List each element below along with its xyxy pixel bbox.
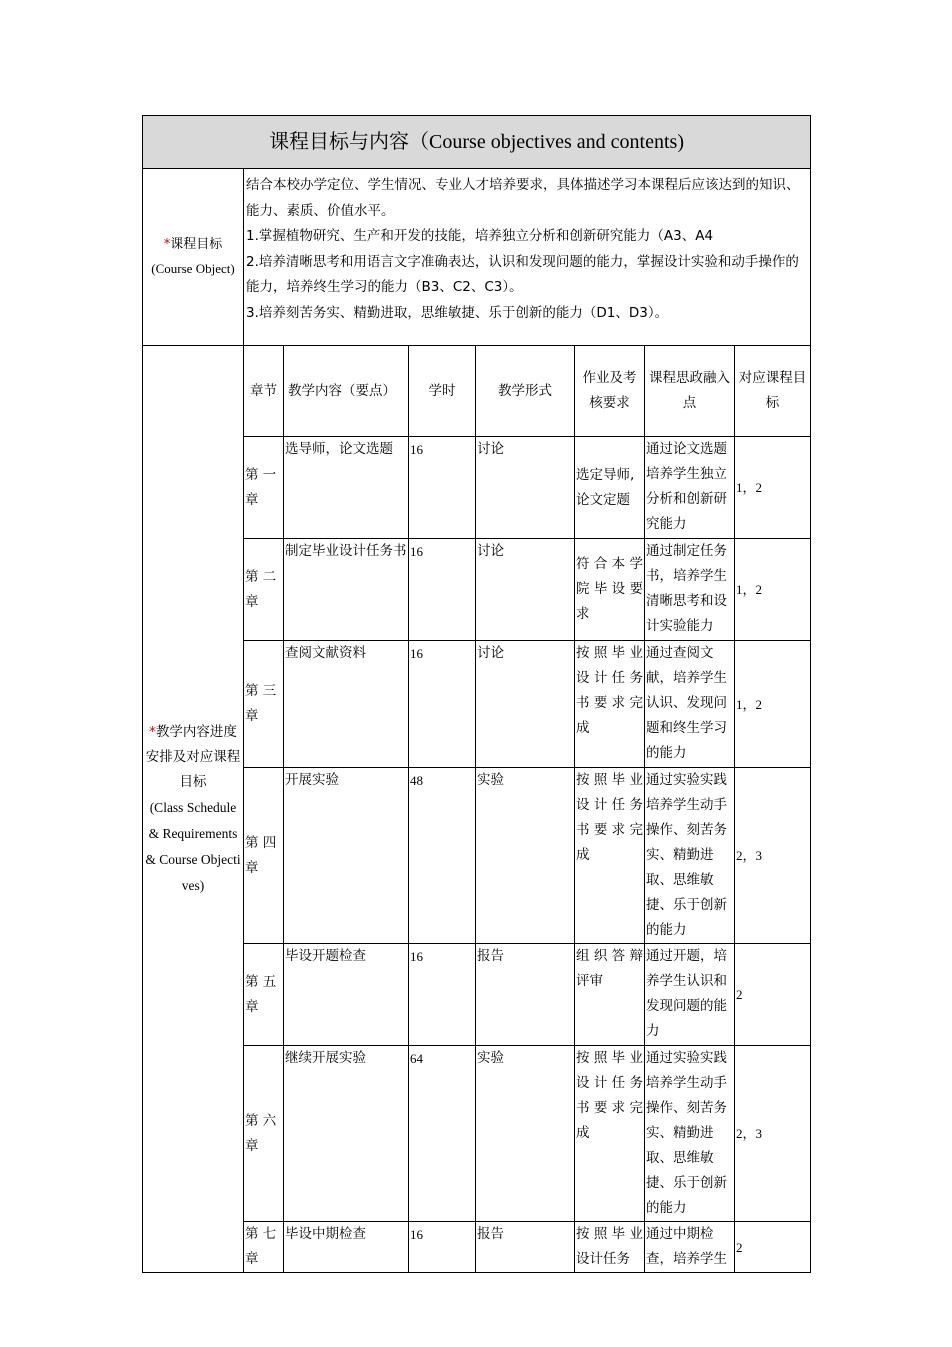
form-cell: 实验 — [476, 1046, 575, 1222]
header-chapter: 章节 — [244, 346, 284, 437]
requirement-cell: 按照毕业设计任务 — [575, 1222, 645, 1273]
hours-cell: 64 — [409, 1046, 476, 1222]
objective-1: 1.掌握植物研究、生产和开发的技能，培养独立分析和创新研究能力（A3、A4 — [246, 228, 714, 244]
content-cell: 继续开展实验 — [284, 1046, 409, 1222]
objectives-label-en: (Course Object) — [151, 260, 235, 276]
requirement-cell: 按照毕业设计任务书要求完成 — [575, 641, 645, 768]
goal-cell: 2，3 — [735, 768, 811, 944]
form-cell: 讨论 — [476, 539, 575, 641]
form-cell: 讨论 — [476, 641, 575, 768]
header-requirement: 作业及考核要求 — [575, 346, 645, 437]
hours-cell: 48 — [409, 768, 476, 944]
chapter-cell: 第 六 章 — [244, 1046, 284, 1222]
table-row — [143, 768, 811, 944]
schedule-label-en: (Class Schedule & Requirements & Course Objectives) — [145, 799, 241, 893]
hours-cell: 16 — [409, 539, 476, 641]
form-cell: 实验 — [476, 768, 575, 944]
table-row — [143, 641, 811, 768]
table-row — [143, 1222, 811, 1273]
requirement-cell: 按照毕业设计任务书要求完成 — [575, 1046, 645, 1222]
form-cell: 报告 — [476, 944, 575, 1046]
chapter-cell: 第 一 章 — [244, 437, 284, 539]
schedule-label-cn: 教学内容进度安排及对应课程目标 — [145, 723, 241, 790]
goal-cell: 1，2 — [735, 437, 811, 539]
hours-cell: 16 — [409, 944, 476, 1046]
content-cell: 毕设中期检查 — [284, 1222, 409, 1273]
table-row — [143, 437, 811, 539]
form-cell: 讨论 — [476, 437, 575, 539]
header-ideology: 课程思政融入点 — [645, 346, 735, 437]
title-row — [143, 116, 811, 169]
goal-cell: 2 — [735, 944, 811, 1046]
hours-cell: 16 — [409, 641, 476, 768]
ideology-cell: 通过查阅文献，培养学生认识、发现问题和终生学习的能力 — [645, 641, 735, 768]
objectives-label-cn: 课程目标 — [170, 236, 223, 252]
ideology-cell: 通过实验实践培养学生动手操作、刻苦务实、精勤进取、思维敏捷、乐于创新的能力 — [645, 768, 735, 944]
header-goal: 对应课程目标 — [735, 346, 811, 437]
objective-2: 2.培养清晰思考和用语言文字准确表达，认识和发现问题的能力，掌握设计实验和动手操作的能力，培养终生学习的能力（B3、C2、C3）。 — [246, 253, 799, 295]
content-cell: 毕设开题检查 — [284, 944, 409, 1046]
course-table — [142, 115, 811, 1273]
requirement-cell: 组织答辩评审 — [575, 944, 645, 1046]
content-cell: 查阅文献资料 — [284, 641, 409, 768]
chapter-cell: 第 七 章 — [244, 1222, 284, 1273]
content-cell: 制定毕业设计任务书 — [284, 539, 409, 641]
title-en: （Course objectives and contents) — [409, 131, 684, 153]
table-row — [143, 1046, 811, 1222]
header-content: 教学内容（要点） — [284, 346, 409, 437]
objectives-row — [143, 169, 811, 346]
table-row — [143, 944, 811, 1046]
ideology-cell: 通过论文选题培养学生独立分析和创新研究能力 — [645, 437, 735, 539]
required-asterisk: * — [163, 236, 171, 252]
required-asterisk: * — [149, 723, 156, 740]
title-cn: 课程目标与内容 — [269, 129, 410, 153]
hours-cell: 16 — [409, 437, 476, 539]
chapter-cell: 第 五 章 — [244, 944, 284, 1046]
form-cell: 报告 — [476, 1222, 575, 1273]
content-cell: 选导师，论文选题 — [284, 437, 409, 539]
table-row — [143, 539, 811, 641]
course-document — [142, 115, 810, 1273]
goal-cell: 1，2 — [735, 539, 811, 641]
requirement-cell: 选定导师,论文定题 — [575, 437, 645, 539]
content-cell: 开展实验 — [284, 768, 409, 944]
goal-cell: 2，3 — [735, 1046, 811, 1222]
chapter-cell: 第 三 章 — [244, 641, 284, 768]
objectives-content — [244, 169, 811, 346]
objectives-label — [143, 169, 244, 346]
ideology-cell: 通过开题，培养学生认识和发现问题的能力 — [645, 944, 735, 1046]
hours-cell: 16 — [409, 1222, 476, 1273]
chapter-cell: 第 二 章 — [244, 539, 284, 641]
requirement-cell: 符合本学院毕设要求 — [575, 539, 645, 641]
requirement-cell: 按照毕业设计任务书要求完成 — [575, 768, 645, 944]
schedule-header-row — [143, 346, 811, 437]
header-hours: 学时 — [409, 346, 476, 437]
chapter-cell: 第 四 章 — [244, 768, 284, 944]
ideology-cell: 通过中期检查，培养学生 — [645, 1222, 735, 1273]
objective-3: 3.培养刻苦务实、精勤进取，思维敏捷、乐于创新的能力（D1、D3）。 — [246, 304, 669, 321]
ideology-cell: 通过实验实践培养学生动手操作、刻苦务实、精勤进取、思维敏捷、乐于创新的能力 — [645, 1046, 735, 1222]
header-form: 教学形式 — [476, 346, 575, 437]
objective-intro: 结合本校办学定位、学生情况、专业人才培养要求，具体描述学习本课程后应该达到的知识、能力、素质、价值水平。 — [246, 177, 800, 219]
goal-cell: 2 — [735, 1222, 811, 1273]
goal-cell: 1，2 — [735, 641, 811, 768]
schedule-label — [143, 346, 244, 1273]
ideology-cell: 通过制定任务书，培养学生清晰思考和设计实验能力 — [645, 539, 735, 641]
section-title — [143, 116, 811, 169]
